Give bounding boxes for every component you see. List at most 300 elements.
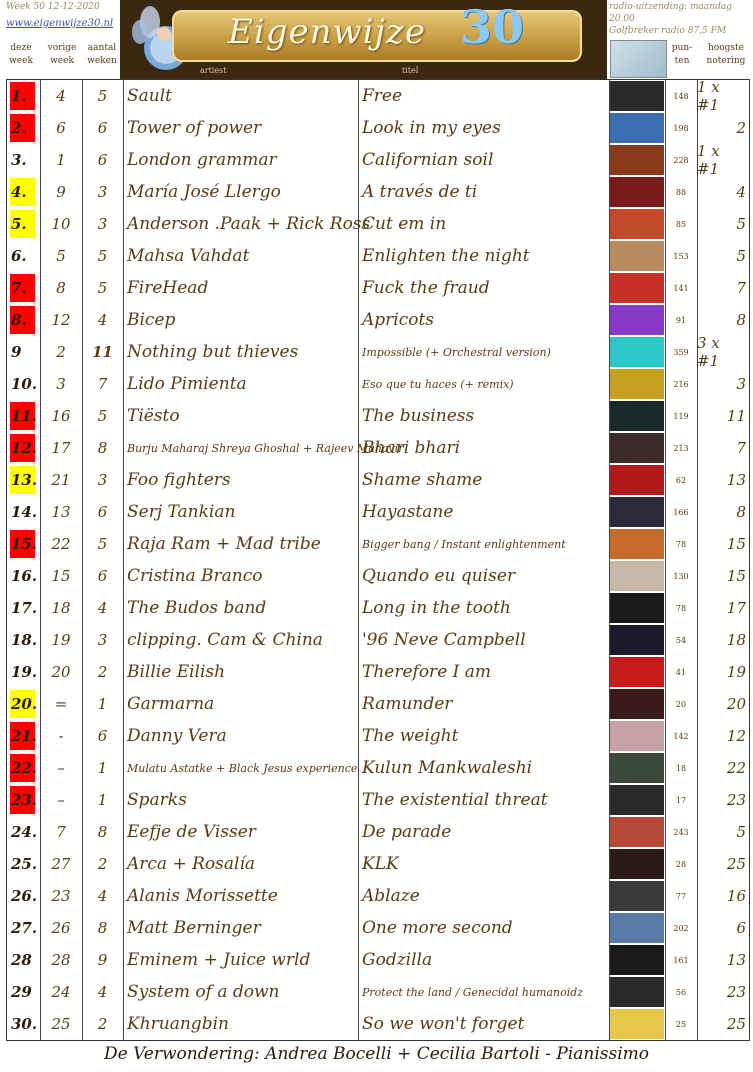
artist: Burju Maharaj Shreya Ghoshal + Rajeev Mahavir bbox=[127, 441, 404, 455]
title: KLK bbox=[362, 854, 399, 874]
weeks-count: 5 bbox=[97, 535, 108, 553]
table-row bbox=[7, 688, 749, 720]
album-cover bbox=[610, 337, 664, 367]
rank: 24. bbox=[11, 823, 38, 841]
prev-week: 3 bbox=[56, 375, 66, 393]
artist: London grammar bbox=[127, 150, 277, 170]
album-cover bbox=[610, 657, 664, 687]
table-row bbox=[7, 496, 749, 528]
points: 41 bbox=[675, 667, 687, 677]
rank-cell bbox=[7, 80, 40, 112]
highest-position: 7 bbox=[736, 279, 746, 297]
prev-week: 26 bbox=[51, 919, 71, 937]
weeks-count: 6 bbox=[97, 119, 108, 137]
cover-cell bbox=[609, 720, 665, 752]
rank-cell bbox=[7, 240, 40, 272]
col-prev-week: vorige week bbox=[47, 43, 77, 66]
album-cover bbox=[610, 753, 664, 783]
rank: 25. bbox=[11, 855, 38, 873]
rank: 2. bbox=[11, 119, 27, 137]
prev-week: 5 bbox=[56, 247, 66, 265]
highest-position: 7 bbox=[736, 439, 746, 457]
points: 202 bbox=[673, 923, 689, 933]
rank: 30. bbox=[11, 1015, 38, 1033]
rank-cell bbox=[7, 816, 40, 848]
points: 78 bbox=[675, 539, 687, 549]
title: Eso que tu haces (+ remix) bbox=[362, 377, 514, 391]
album-cover bbox=[610, 401, 664, 431]
album-cover bbox=[610, 1009, 664, 1039]
highest-position: 11 bbox=[726, 407, 746, 425]
table-row bbox=[7, 368, 749, 400]
table-row bbox=[7, 624, 749, 656]
album-cover bbox=[610, 689, 664, 719]
rank: 19. bbox=[11, 663, 38, 681]
rank: 23. bbox=[11, 791, 38, 809]
title: The existential threat bbox=[362, 790, 548, 810]
rank-cell bbox=[7, 464, 40, 496]
cover-cell bbox=[609, 592, 665, 624]
cover-cell bbox=[609, 688, 665, 720]
title: Fuck the fraud bbox=[362, 278, 490, 298]
weeks-count: 2 bbox=[97, 855, 108, 873]
title: '96 Neve Campbell bbox=[362, 630, 526, 650]
rank-cell bbox=[7, 272, 40, 304]
rank-cell bbox=[7, 656, 40, 688]
prev-week: 2 bbox=[56, 343, 66, 361]
album-cover bbox=[610, 273, 664, 303]
prev-week: - bbox=[58, 727, 64, 745]
highest-position: 16 bbox=[726, 887, 746, 905]
prev-week: 22 bbox=[51, 535, 71, 553]
weeks-count: 5 bbox=[97, 279, 108, 297]
prev-week: 19 bbox=[51, 631, 71, 649]
prev-week: 18 bbox=[51, 599, 71, 617]
table-row bbox=[7, 336, 749, 368]
weeks-count: 6 bbox=[97, 567, 108, 585]
rank-cell bbox=[7, 208, 40, 240]
points: 148 bbox=[673, 91, 689, 101]
table-row bbox=[7, 272, 749, 304]
weeks-count: 7 bbox=[97, 375, 108, 393]
rank-cell bbox=[7, 112, 40, 144]
col-highest: hoogste notering bbox=[706, 43, 746, 66]
col-weeks: aantal weken bbox=[87, 43, 117, 66]
table-row bbox=[7, 112, 749, 144]
rank: 9 bbox=[11, 343, 22, 361]
title: The weight bbox=[362, 726, 459, 746]
weeks-count: 3 bbox=[97, 183, 108, 201]
artist: Cristina Branco bbox=[127, 566, 263, 586]
highest-position: 25 bbox=[726, 855, 746, 873]
rank-cell bbox=[7, 528, 40, 560]
artist: Garmarna bbox=[127, 694, 215, 714]
highest-position: 19 bbox=[726, 663, 746, 681]
points: 119 bbox=[673, 411, 689, 421]
artist: FireHead bbox=[127, 278, 209, 298]
table-row bbox=[7, 400, 749, 432]
rank: 12. bbox=[11, 439, 38, 457]
rank: 21. bbox=[11, 727, 38, 745]
artist: Raja Ram + Mad tribe bbox=[127, 534, 321, 554]
points: 77 bbox=[675, 891, 687, 901]
rank-cell bbox=[7, 144, 40, 176]
title: One more second bbox=[362, 918, 513, 938]
highest-position: 23 bbox=[726, 791, 746, 809]
title: Free bbox=[362, 86, 403, 106]
rank-cell bbox=[7, 496, 40, 528]
weeks-count: 4 bbox=[97, 887, 108, 905]
prev-week: 15 bbox=[51, 567, 71, 585]
points: 153 bbox=[673, 251, 689, 261]
album-cover bbox=[610, 625, 664, 655]
rank-cell bbox=[7, 848, 40, 880]
title: Bhari bhari bbox=[362, 438, 461, 458]
rank-cell bbox=[7, 336, 40, 368]
highest-position: 2 bbox=[736, 119, 746, 137]
table-row bbox=[7, 752, 749, 784]
album-cover bbox=[610, 113, 664, 143]
prev-week: 8 bbox=[56, 279, 66, 297]
cover-cell bbox=[609, 496, 665, 528]
table-row bbox=[7, 976, 749, 1008]
table-row bbox=[7, 176, 749, 208]
prev-week: = bbox=[54, 695, 68, 713]
rank: 28 bbox=[11, 951, 32, 969]
weeks-count: 1 bbox=[97, 791, 108, 809]
album-cover bbox=[610, 849, 664, 879]
header-left bbox=[0, 0, 120, 79]
table-row bbox=[7, 1008, 749, 1040]
weeks-count: 8 bbox=[97, 823, 108, 841]
rank-cell bbox=[7, 432, 40, 464]
artist: The Budos band bbox=[127, 598, 267, 618]
label-title: titel bbox=[402, 66, 419, 75]
weeks-count: 3 bbox=[97, 471, 108, 489]
cover-cell bbox=[609, 560, 665, 592]
title: Kulun Mankwaleshi bbox=[362, 758, 533, 778]
points: 18 bbox=[675, 763, 687, 773]
rank: 22. bbox=[11, 759, 38, 777]
rank-cell bbox=[7, 688, 40, 720]
highest-position: 18 bbox=[726, 631, 746, 649]
rank: 17. bbox=[11, 599, 38, 617]
title: Impossible (+ Orchestral version) bbox=[362, 345, 551, 359]
artist: Khruangbin bbox=[127, 1014, 229, 1034]
rank: 16. bbox=[11, 567, 38, 585]
album-cover bbox=[610, 145, 664, 175]
artist: Sparks bbox=[127, 790, 187, 810]
artist: Tower of power bbox=[127, 118, 262, 138]
album-cover bbox=[610, 241, 664, 271]
prev-week: 10 bbox=[51, 215, 71, 233]
cover-cell bbox=[609, 336, 665, 368]
weeks-count: 2 bbox=[97, 1015, 108, 1033]
weeks-count: 3 bbox=[97, 215, 108, 233]
prev-week: 12 bbox=[51, 311, 71, 329]
table-row bbox=[7, 848, 749, 880]
rank: 29 bbox=[11, 983, 32, 1001]
highest-position: 15 bbox=[726, 567, 746, 585]
cover-cell bbox=[609, 464, 665, 496]
prev-week: 27 bbox=[51, 855, 71, 873]
cover-cell bbox=[609, 976, 665, 1008]
points: 161 bbox=[673, 955, 689, 965]
artist: Nothing but thieves bbox=[127, 342, 299, 362]
highest-position: 8 bbox=[736, 311, 746, 329]
rank: 14. bbox=[11, 503, 38, 521]
title: De parade bbox=[362, 822, 452, 842]
chart-table bbox=[6, 79, 750, 1041]
cover-cell bbox=[609, 176, 665, 208]
weeks-count: 2 bbox=[97, 663, 108, 681]
table-row bbox=[7, 912, 749, 944]
artist: Danny Vera bbox=[127, 726, 227, 746]
site-link[interactable]: www.eigenwijze30.nl bbox=[6, 18, 114, 29]
title: Ablaze bbox=[362, 886, 420, 906]
title: Protect the land / Genecidal humanoidz bbox=[362, 985, 584, 999]
rank: 13. bbox=[11, 471, 38, 489]
rank-cell bbox=[7, 400, 40, 432]
prev-week: 4 bbox=[56, 87, 66, 105]
album-cover bbox=[610, 369, 664, 399]
points: 243 bbox=[673, 827, 689, 837]
prev-week: 28 bbox=[51, 951, 71, 969]
artist: Tiësto bbox=[127, 406, 180, 426]
title: Californian soil bbox=[362, 150, 494, 170]
table-row bbox=[7, 880, 749, 912]
table-row bbox=[7, 528, 749, 560]
highest-position: 17 bbox=[726, 599, 746, 617]
highest-position: 13 bbox=[726, 951, 746, 969]
weeks-count: 5 bbox=[97, 87, 108, 105]
points: 62 bbox=[675, 475, 687, 485]
cover-cell bbox=[609, 432, 665, 464]
cover-cell bbox=[609, 880, 665, 912]
album-cover bbox=[610, 945, 664, 975]
artist: Billie Eilish bbox=[127, 662, 226, 682]
radio-info: radio-uitzending: maandag 20.00 Golfbreker radio 87,5 FM bbox=[609, 2, 732, 36]
artist: Foo fighters bbox=[127, 470, 231, 490]
points: 25 bbox=[675, 1019, 687, 1029]
logo-text: Eigenwijze bbox=[228, 12, 427, 52]
points: 166 bbox=[673, 507, 689, 517]
prev-week: 9 bbox=[56, 183, 66, 201]
prev-week: 7 bbox=[56, 823, 66, 841]
points: 56 bbox=[675, 987, 687, 997]
footer-note: De Verwondering: Andrea Bocelli + Cecilia Bartoli - Pianissimo bbox=[103, 1044, 650, 1064]
title: The business bbox=[362, 406, 475, 426]
rank: 3. bbox=[11, 151, 27, 169]
col-this-week: deze week bbox=[9, 43, 33, 66]
artist: Eefje de Visser bbox=[127, 822, 256, 842]
weeks-count: 4 bbox=[97, 599, 108, 617]
rank: 15. bbox=[11, 535, 38, 553]
weeks-count: 11 bbox=[92, 343, 113, 361]
highest-position: 25 bbox=[726, 1015, 746, 1033]
rank-cell bbox=[7, 1008, 40, 1040]
points: 141 bbox=[673, 283, 689, 293]
artist: Lido Pimienta bbox=[127, 374, 247, 394]
album-cover bbox=[610, 529, 664, 559]
title: Godzilla bbox=[362, 950, 433, 970]
weeks-count: 6 bbox=[97, 503, 108, 521]
album-cover bbox=[610, 593, 664, 623]
points: 91 bbox=[675, 315, 687, 325]
artist: Eminem + Juice wrld bbox=[127, 950, 311, 970]
points: 17 bbox=[675, 795, 687, 805]
artist: Alanis Morissette bbox=[127, 886, 278, 906]
title: Look in my eyes bbox=[362, 118, 501, 138]
cover-cell bbox=[609, 912, 665, 944]
table-row bbox=[7, 464, 749, 496]
logo-number: 30 bbox=[460, 0, 525, 54]
album-cover bbox=[610, 561, 664, 591]
artist: System of a down bbox=[127, 982, 280, 1002]
rank: 26. bbox=[11, 887, 38, 905]
rank: 5. bbox=[11, 215, 27, 233]
table-row bbox=[7, 592, 749, 624]
prev-week: 17 bbox=[51, 439, 71, 457]
rank: 7. bbox=[11, 279, 27, 297]
highest-position: 1 x #1 bbox=[697, 142, 720, 178]
rank-cell bbox=[7, 912, 40, 944]
cover-cell bbox=[609, 368, 665, 400]
cover-cell bbox=[609, 656, 665, 688]
points: 28 bbox=[675, 859, 687, 869]
title: Apricots bbox=[362, 310, 435, 330]
prev-week: 13 bbox=[51, 503, 71, 521]
rank: 18. bbox=[11, 631, 38, 649]
cover-cell bbox=[609, 1008, 665, 1040]
title: So we won't forget bbox=[362, 1014, 525, 1034]
rank-cell bbox=[7, 624, 40, 656]
cover-cell bbox=[609, 624, 665, 656]
prev-week: 16 bbox=[51, 407, 71, 425]
table-row bbox=[7, 240, 749, 272]
title: Long in the tooth bbox=[362, 598, 511, 618]
points: 213 bbox=[673, 443, 689, 453]
prev-week: 23 bbox=[51, 887, 71, 905]
prev-week: 24 bbox=[51, 983, 71, 1001]
logo-banner bbox=[120, 0, 607, 79]
points: 216 bbox=[673, 379, 689, 389]
points: 359 bbox=[673, 347, 689, 357]
points: 78 bbox=[675, 603, 687, 613]
table-row bbox=[7, 784, 749, 816]
cover-cell bbox=[609, 112, 665, 144]
artist: Mahsa Vahdat bbox=[127, 246, 250, 266]
highest-position: 5 bbox=[736, 215, 746, 233]
highest-position: 3 x #1 bbox=[697, 334, 720, 370]
prev-week: 1 bbox=[56, 151, 66, 169]
weeks-count: 6 bbox=[97, 727, 108, 745]
artist: clipping. Cam & China bbox=[127, 630, 323, 650]
highest-position: 5 bbox=[736, 823, 746, 841]
rank-cell bbox=[7, 784, 40, 816]
artist: María José Llergo bbox=[127, 182, 281, 202]
highest-position: 3 bbox=[736, 375, 746, 393]
weeks-count: 4 bbox=[97, 311, 108, 329]
cover-cell bbox=[609, 400, 665, 432]
weeks-count: 1 bbox=[97, 695, 108, 713]
table-row bbox=[7, 304, 749, 336]
album-cover bbox=[610, 785, 664, 815]
rank: 20. bbox=[11, 695, 38, 713]
cover-cell bbox=[609, 80, 665, 112]
album-cover bbox=[610, 721, 664, 751]
highest-position: 13 bbox=[726, 471, 746, 489]
rank: 8. bbox=[11, 311, 27, 329]
album-cover bbox=[610, 177, 664, 207]
title: Shame shame bbox=[362, 470, 483, 490]
header-right bbox=[607, 0, 753, 79]
cover-cell bbox=[609, 816, 665, 848]
prev-week: 25 bbox=[51, 1015, 71, 1033]
album-cover bbox=[610, 209, 664, 239]
table-row bbox=[7, 560, 749, 592]
cover-cell bbox=[609, 208, 665, 240]
points: 20 bbox=[675, 699, 687, 709]
table-row bbox=[7, 208, 749, 240]
prev-week: 6 bbox=[56, 119, 66, 137]
chart-header bbox=[0, 0, 753, 79]
artist: Mulatu Astatke + Black Jesus experience bbox=[127, 761, 358, 775]
points: 130 bbox=[673, 571, 689, 581]
rank: 27. bbox=[11, 919, 38, 937]
title: A través de ti bbox=[362, 182, 478, 202]
title: Quando eu quiser bbox=[362, 566, 516, 586]
album-cover bbox=[610, 913, 664, 943]
album-cover bbox=[610, 817, 664, 847]
artist: Arca + Rosalía bbox=[127, 854, 256, 874]
album-cover bbox=[610, 881, 664, 911]
table-row bbox=[7, 944, 749, 976]
rank-cell bbox=[7, 720, 40, 752]
title: Cut em in bbox=[362, 214, 447, 234]
table-row bbox=[7, 816, 749, 848]
rank-cell bbox=[7, 752, 40, 784]
title: Hayastane bbox=[362, 502, 454, 522]
radio-thumbnail bbox=[610, 40, 667, 78]
highest-position: 8 bbox=[736, 503, 746, 521]
rank-cell bbox=[7, 304, 40, 336]
title: Ramunder bbox=[362, 694, 453, 714]
cover-cell bbox=[609, 528, 665, 560]
table-row bbox=[7, 144, 749, 176]
artist: Matt Berninger bbox=[127, 918, 261, 938]
points: 198 bbox=[673, 123, 689, 133]
points: 142 bbox=[673, 731, 689, 741]
highest-position: 15 bbox=[726, 535, 746, 553]
rank: 10. bbox=[11, 375, 38, 393]
weeks-count: 9 bbox=[97, 951, 108, 969]
cover-cell bbox=[609, 944, 665, 976]
points: 85 bbox=[675, 219, 687, 229]
points: 54 bbox=[675, 635, 687, 645]
cover-cell bbox=[609, 272, 665, 304]
weeks-count: 5 bbox=[97, 247, 108, 265]
weeks-count: 8 bbox=[97, 439, 108, 457]
highest-position: 6 bbox=[736, 919, 746, 937]
highest-position: 20 bbox=[726, 695, 746, 713]
artist: Bicep bbox=[127, 310, 176, 330]
rank-cell bbox=[7, 592, 40, 624]
prev-week: – bbox=[57, 791, 65, 809]
album-cover bbox=[610, 305, 664, 335]
weeks-count: 5 bbox=[97, 407, 108, 425]
cover-cell bbox=[609, 784, 665, 816]
